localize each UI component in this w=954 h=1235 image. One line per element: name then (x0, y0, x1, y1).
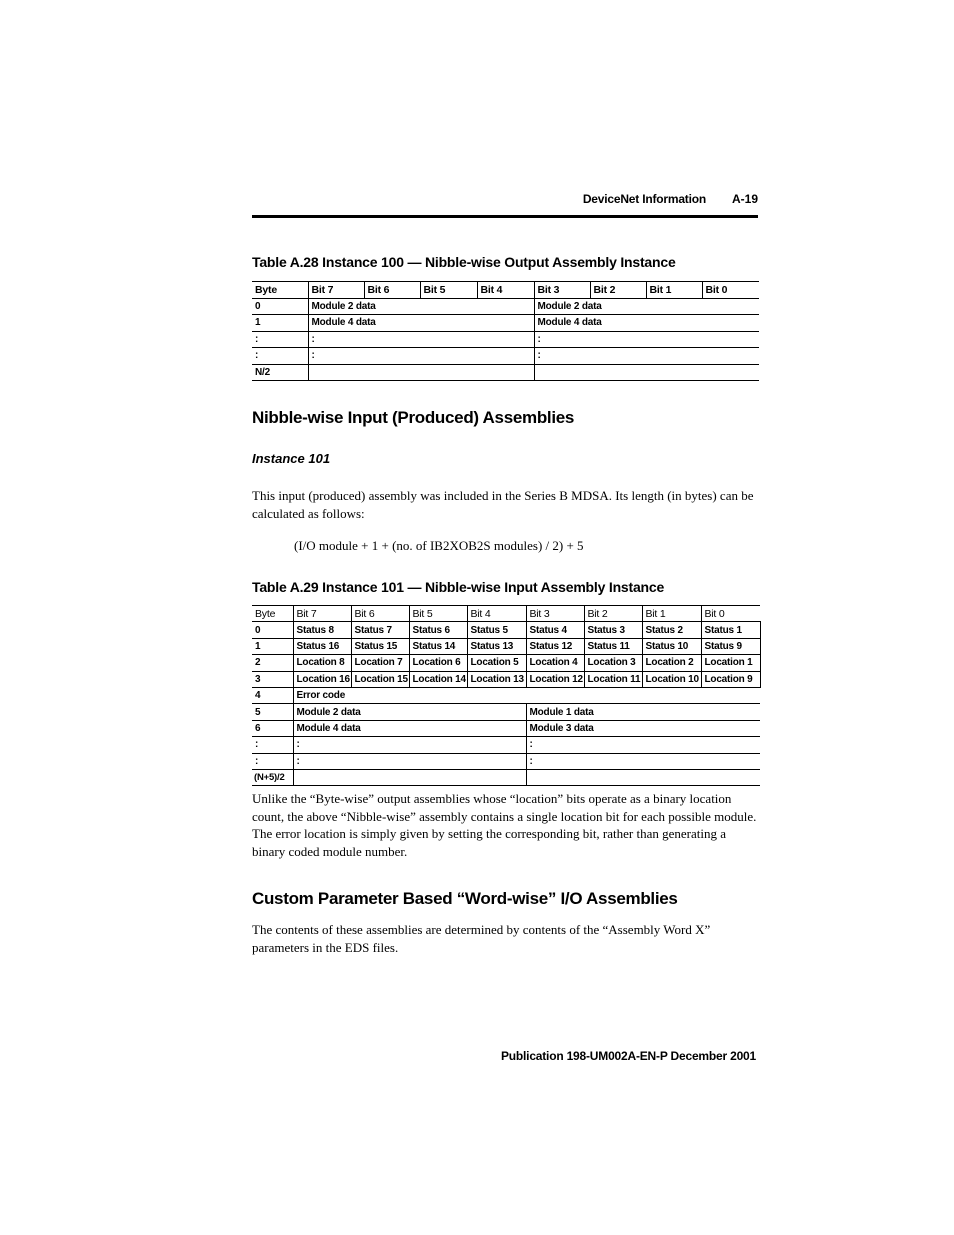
byte-cell: : (252, 331, 308, 348)
bit-cell: Status 10 (642, 638, 701, 654)
bit-cell: Status 2 (642, 622, 701, 638)
data-cell: Module 4 data (534, 315, 759, 332)
table29-header-cell: Bit 5 (409, 606, 467, 622)
bit-cell: Location 9 (701, 671, 760, 687)
bit-cell: Location 11 (584, 671, 642, 687)
data-cell: Module 2 data (293, 704, 526, 720)
table-row (252, 720, 760, 736)
table28-header-cell: Bit 3 (534, 282, 590, 299)
bit-cell: Status 12 (526, 638, 584, 654)
bit-cell: Status 15 (351, 638, 409, 654)
data-cell (308, 364, 534, 381)
bit-cell: Status 16 (293, 638, 351, 654)
byte-cell: N/2 (252, 364, 308, 381)
bit-cell: Location 16 (293, 671, 351, 687)
section-heading-nibble-input: Nibble-wise Input (Produced) Assemblies (252, 408, 575, 427)
paragraph-eds: The contents of these assemblies are determined by contents of the “Assembly Word X” parameters in the EDS files. (252, 922, 711, 955)
byte-cell: 0 (252, 622, 293, 638)
data-cell: Module 4 data (293, 720, 526, 736)
header-rule (252, 215, 758, 218)
table29-header-cell: Byte (252, 606, 293, 622)
bit-cell: Location 13 (467, 671, 526, 687)
data-cell: : (526, 753, 760, 769)
table29-header-cell: Bit 7 (293, 606, 351, 622)
bit-cell: Location 10 (642, 671, 701, 687)
table-row (252, 753, 760, 769)
bit-cell: Status 8 (293, 622, 351, 638)
bit-cell: Status 9 (701, 638, 760, 654)
table29 (252, 605, 761, 786)
data-cell: : (293, 753, 526, 769)
paragraph-intro: This input (produced) assembly was included in the Series B MDSA. Its length (in bytes) can be calculated as follows: (252, 488, 754, 521)
page-number: A-19 (731, 192, 758, 206)
table28-header-cell: Byte (252, 282, 308, 299)
table29-header-row (252, 606, 760, 622)
table-row (252, 638, 760, 654)
byte-cell: 2 (252, 655, 293, 671)
bit-cell: Status 14 (409, 638, 467, 654)
data-cell: : (293, 737, 526, 753)
bit-cell: Status 1 (701, 622, 760, 638)
bit-cell: Status 13 (467, 638, 526, 654)
table29-header-cell: Bit 6 (351, 606, 409, 622)
data-cell: : (534, 331, 759, 348)
table28-header-cell: Bit 4 (477, 282, 534, 299)
bit-cell: Status 3 (584, 622, 642, 638)
bit-cell: Location 2 (642, 655, 701, 671)
data-cell: Module 2 data (534, 298, 759, 315)
bit-cell: Location 14 (409, 671, 467, 687)
data-cell: Module 1 data (526, 704, 760, 720)
table28-header-cell: Bit 6 (364, 282, 420, 299)
data-cell (534, 364, 759, 381)
length-formula: (I/O module + 1 + (no. of IB2XOB2S modules) / 2) + 5 (294, 538, 584, 553)
bit-cell: Location 7 (351, 655, 409, 671)
data-cell: : (308, 348, 534, 365)
table28-header-cell: Bit 5 (420, 282, 477, 299)
byte-cell: 4 (252, 687, 293, 703)
byte-cell: (N+5)/2 (252, 769, 293, 785)
bit-cell: Status 11 (584, 638, 642, 654)
bit-cell: Location 4 (526, 655, 584, 671)
byte-cell: 1 (252, 315, 308, 332)
publication-footer: Publication 198-UM002A-EN-P December 2001 (500, 1049, 756, 1063)
byte-cell: : (252, 753, 293, 769)
bit-cell: Location 1 (701, 655, 760, 671)
table-row (252, 655, 760, 671)
bit-cell: Location 12 (526, 671, 584, 687)
data-cell (293, 769, 526, 785)
table29-header-cell: Bit 3 (526, 606, 584, 622)
table-row (252, 364, 759, 381)
data-cell: Module 4 data (308, 315, 534, 332)
table29-header-cell: Bit 1 (642, 606, 701, 622)
table28-header-cell: Bit 7 (308, 282, 364, 299)
data-cell (526, 769, 760, 785)
table28-header-cell: Bit 2 (590, 282, 646, 299)
running-header (252, 192, 758, 210)
bit-cell: Status 6 (409, 622, 467, 638)
table-row (252, 298, 759, 315)
bit-cell: Location 15 (351, 671, 409, 687)
byte-cell: 6 (252, 720, 293, 736)
data-cell: Module 2 data (308, 298, 534, 315)
byte-cell: : (252, 737, 293, 753)
bit-cell: Status 7 (351, 622, 409, 638)
table29-header-cell: Bit 2 (584, 606, 642, 622)
subheading-instance-101: Instance 101 (252, 451, 331, 466)
table28-caption: Table A.28 Instance 100 — Nibble-wise Output Assembly Instance (252, 254, 676, 270)
table29-caption: Table A.29 Instance 101 — Nibble-wise Input Assembly Instance (252, 579, 665, 595)
table-row (252, 769, 760, 785)
byte-cell: : (252, 348, 308, 365)
bit-cell: Location 5 (467, 655, 526, 671)
bit-cell: Status 4 (526, 622, 584, 638)
data-cell: : (308, 331, 534, 348)
table-row (252, 315, 759, 332)
table-row (252, 331, 759, 348)
data-cell: Module 3 data (526, 720, 760, 736)
table28-header-cell: Bit 1 (646, 282, 702, 299)
table28 (252, 281, 759, 381)
table-row (252, 348, 759, 365)
section-heading-word-wise: Custom Parameter Based “Word-wise” I/O Assemblies (252, 889, 678, 908)
table-row (252, 737, 760, 753)
error-code-cell: Error code (293, 687, 760, 703)
table29-header-cell: Bit 4 (467, 606, 526, 622)
paragraph-nibble-explanation: Unlike the “Byte-wise” output assemblies whose “location” bits operate as a binary location count, the above “Nibble-wise” assembly contains a single location bit for each possible module. The error location is simply given by setting the corresponding bit, rather than generating a binary coded module number. (252, 791, 757, 859)
byte-cell: 5 (252, 704, 293, 720)
data-cell: : (526, 737, 760, 753)
bit-cell: Location 8 (293, 655, 351, 671)
data-cell: : (534, 348, 759, 365)
byte-cell: 3 (252, 671, 293, 687)
table-row (252, 704, 760, 720)
table28-header-row (252, 282, 759, 299)
table-row (252, 671, 760, 687)
bit-cell: Location 3 (584, 655, 642, 671)
bit-cell: Status 5 (467, 622, 526, 638)
byte-cell: 1 (252, 638, 293, 654)
section-title: DeviceNet Information (582, 192, 706, 206)
byte-cell: 0 (252, 298, 308, 315)
table-row (252, 687, 760, 703)
table-row (252, 622, 760, 638)
bit-cell: Location 6 (409, 655, 467, 671)
table28-header-cell: Bit 0 (702, 282, 759, 299)
table29-header-cell: Bit 0 (701, 606, 760, 622)
